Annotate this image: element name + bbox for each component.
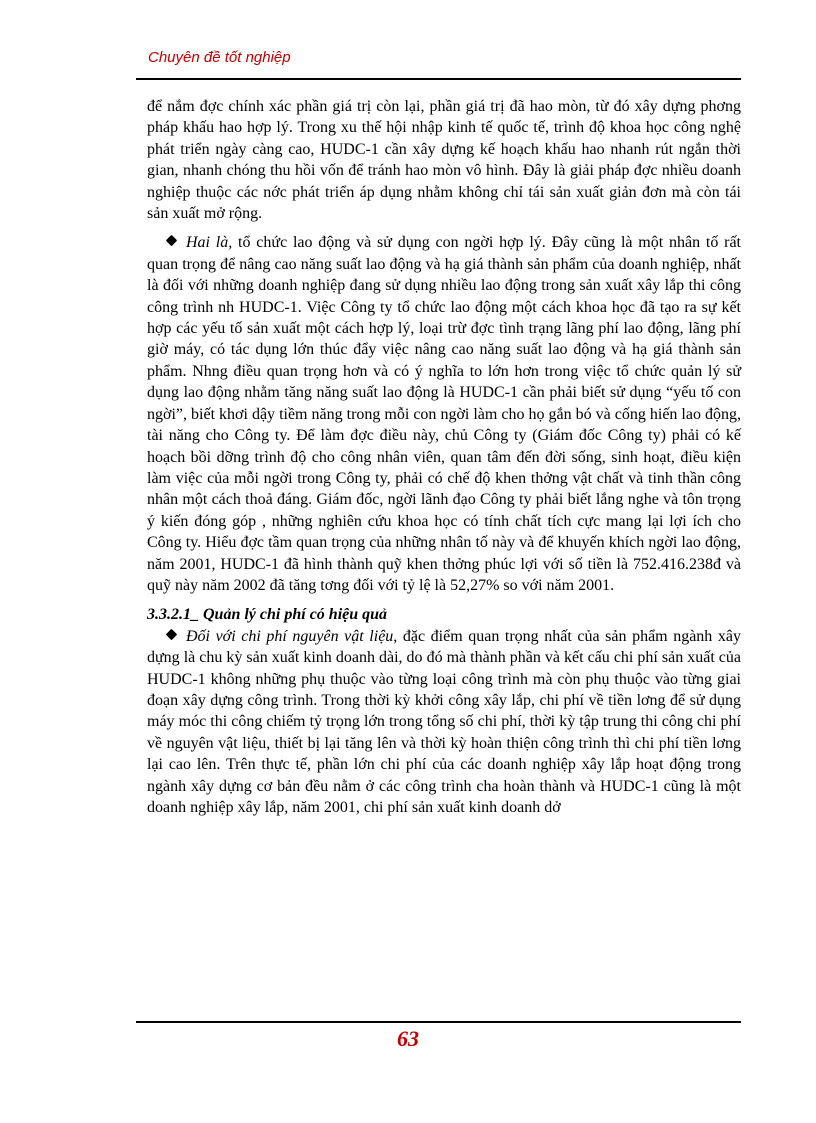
header-divider: [136, 78, 741, 80]
bullet-icon: [166, 629, 177, 640]
paragraph-3: [147, 626, 741, 819]
body-text: [147, 96, 741, 826]
paragraph-1: [147, 96, 741, 224]
section-heading: 3.3.2.1_ Quản lý chi phí có hiệu quả: [147, 606, 388, 624]
bullet-icon: [166, 235, 177, 246]
paragraph-2: [147, 232, 741, 596]
paragraph-2-lead: Hai là,: [186, 234, 233, 252]
footer-divider: [136, 1021, 741, 1023]
running-header: Chuyên đề tốt nghiệp: [148, 49, 291, 66]
paragraph-3-text: , đặc điểm quan trọng nhất của sản phẩm ngành xây dựng là chu kỳ sản xuất kinh doanh dài, do đó mà thành phần và kết cấu chi phí sản xuất của HUDC-1 không những phụ thuộc vào từng loại công trình mà còn phụ thuộc vào từng giai đoạn xây dựng công trình. Trong thời kỳ khởi công xây lắp, chi phí về tiền lơng để sử dụng máy móc thi công chiếm tỷ trọng lớn trong tổng số chi phí, thời kỳ tập trung thi công chi phí về nguyên vật liệu, thiết bị lại tăng lên và thời kỳ hoàn thiện công trình thì chi phí tiền lơng lại cao lên. Trên thực tế, phần lớn chi phí của các doanh nghiệp xây lắp hoạt động trong ngành xây dựng cơ bản đều nằm ở các công trình cha hoàn thành và HUDC-1 cũng là một doanh nghiệp xây lắp, năm 2001, chi phí sản xuất kinh doanh dở: [147, 627, 741, 816]
paragraph-2-text: tổ chức lao động và sử dụng con ngời hợp lý. Đây cũng là một nhân tố rất quan trọng để nâng cao năng suất lao động và hạ giá thành sản phẩm của doanh nghiệp, nhất là đối với những doanh nghiệp đang sử dụng nhiều lao động trong sản xuất xây lắp thi công công trình nh HUDC-1. Việc Công ty tổ chức lao động một cách khoa học đã tạo ra sự kết hợp các yếu tố sản xuất một cách hợp lý, loại trừ đợc tình trạng lãng phí lao động, lãng phí giờ máy, có tác dụng lớn thúc đẩy việc nâng cao năng suất lao động và hạ giá thành sản phẩm. Nhng điều quan trọng hơn và có ý nghĩa to lớn hơn trong việc tổ chức quản lý sử dụng lao động nhằm tăng năng suất lao động là HUDC-1 cần phải biết sử dụng “yếu tố con ngời”, biết khơi dậy tiềm năng trong mỗi con ngời làm cho họ gắn bó và cống hiến lao động, tài năng cho Công ty. Để làm đợc điều này, chủ Công ty (Giám đốc Công ty) phải có kế hoạch bồi dỡng trình độ cho công nhân viên, quan tâm đến đời sống, sinh hoạt, điều kiện làm việc của mỗi ngời trong Công ty, phải có chế độ khen thởng vật chất và tinh thần công nhân một cách thoả đáng. Giám đốc, ngời lãnh đạo Công ty phải biết lắng nghe và tôn trọng ý kiến đóng góp , những nghiên cứu khoa học có tính chất tích cực mang lại lợi ích cho Công ty. Hiểu đợc tầm quan trọng của những nhân tố này và để khuyến khích ngời lao động, năm 2001, HUDC-1 đã hình thành quỹ khen thởng phúc lợi với số tiền là 752.416.238đ và quỹ này năm 2002 đã tăng tơng đối với tỷ lệ là 52,27% so với năm 2001.: [147, 234, 741, 594]
page-number: 63: [397, 1026, 419, 1051]
paragraph-1-text: để nắm đợc chính xác phần giá trị còn lại, phần giá trị đã hao mòn, từ đó xây dựng phơng pháp khấu hao hợp lý. Trong xu thế hội nhập kinh tế quốc tế, trình độ khoa học công nghệ phát triển ngày càng cao, HUDC-1 cần xây dựng kế hoạch khấu hao nhanh rút ngắn thời gian, nhanh chóng thu hồi vốn để tránh hao mòn vô hình. Đây là giải pháp đợc nhiều doanh nghiệp thuộc các nớc phát triển áp dụng nhằm không chỉ tái sản xuất giản đơn mà còn tái sản xuất mở rộng.: [147, 98, 741, 223]
paragraph-3-lead: Đối với chi phí nguyên vật liệu: [186, 627, 394, 645]
